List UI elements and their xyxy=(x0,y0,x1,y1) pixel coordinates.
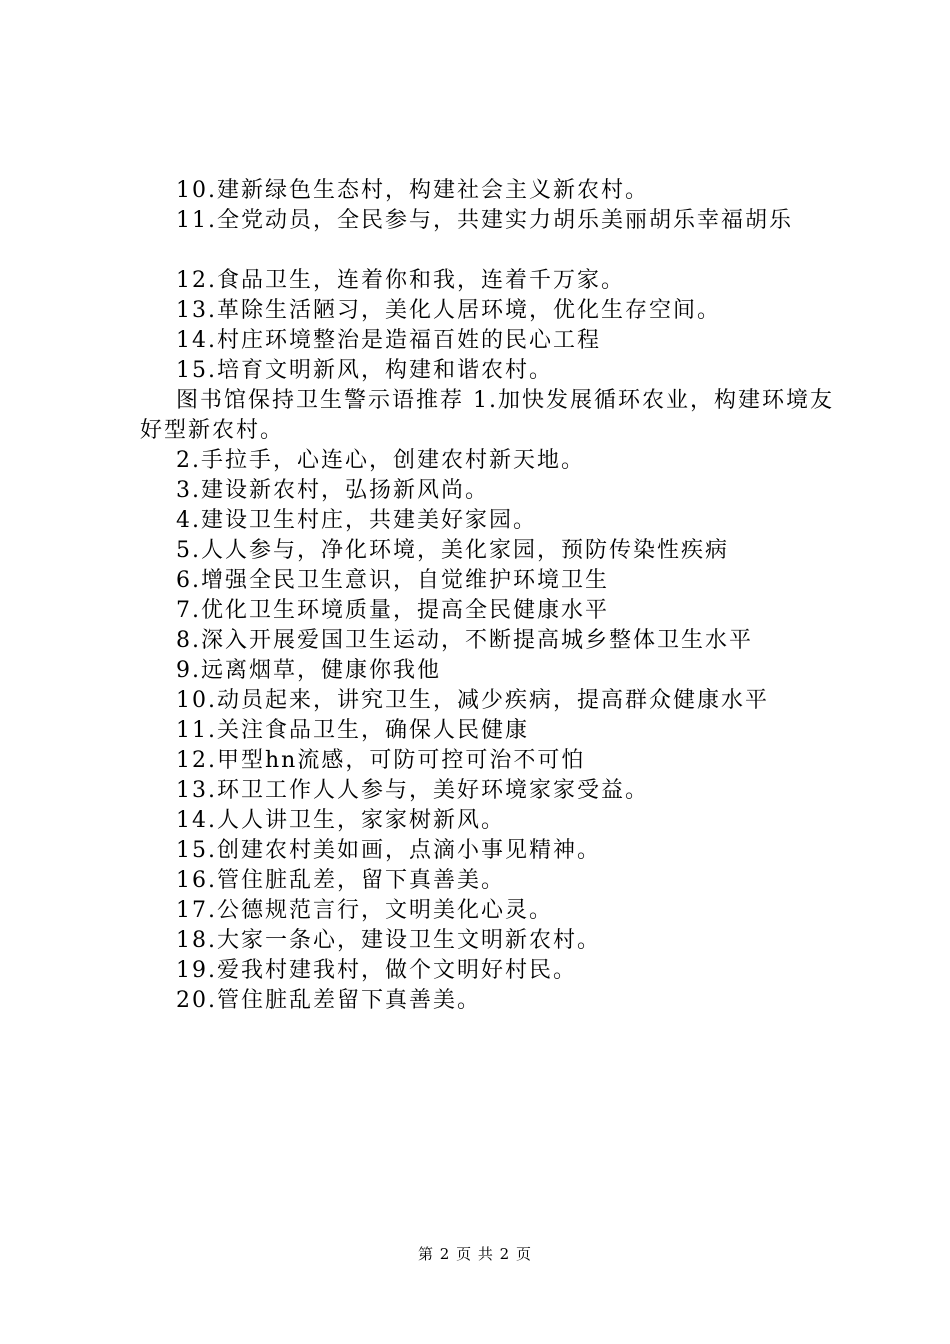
slogan-line: 20.管住脏乱差留下真善美。 xyxy=(176,988,481,1013)
slogan-line: 12.食品卫生，连着你和我，连着千万家。 xyxy=(176,268,625,293)
page-number-footer: 第 2 页 共 2 页 xyxy=(418,1245,532,1263)
slogan-line: 11.全党动员，全民参与，共建实力胡乐美丽胡乐幸福胡乐 xyxy=(176,208,793,233)
slogan-line: 15.培育文明新风，构建和谐农村。 xyxy=(176,358,553,383)
slogan-line: 2.手拉手，心连心，创建农村新天地。 xyxy=(176,448,585,473)
slogan-line: 19.爱我村建我村，做个文明好村民。 xyxy=(176,958,577,983)
section-paragraph: 图书馆保持卫生警示语推荐 1.加快发展循环农业，构建环境友好型新农村。 xyxy=(140,388,834,443)
slogan-line: 17.公德规范言行，文明美化心灵。 xyxy=(176,898,553,923)
slogan-line: 14.村庄环境整治是造福百姓的民心工程 xyxy=(176,328,601,353)
slogan-line: 10.建新绿色生态村，构建社会主义新农村。 xyxy=(176,178,649,203)
slogan-line: 7.优化卫生环境质量，提高全民健康水平 xyxy=(176,598,609,623)
slogan-line: 8.深入开展爱国卫生运动，不断提高城乡整体卫生水平 xyxy=(176,628,753,653)
slogan-line: 6.增强全民卫生意识，自觉维护环境卫生 xyxy=(176,568,609,593)
slogan-line: 3.建设新农村，弘扬新风尚。 xyxy=(176,478,489,503)
slogan-line: 13.环卫工作人人参与，美好环境家家受益。 xyxy=(176,778,649,803)
slogan-line: 18.大家一条心，建设卫生文明新农村。 xyxy=(176,928,601,953)
slogan-line: 13.革除生活陋习，美化人居环境，优化生存空间。 xyxy=(176,298,721,323)
slogan-line: 16.管住脏乱差，留下真善美。 xyxy=(176,868,505,893)
slogan-line: 9.远离烟草，健康你我他 xyxy=(176,658,441,683)
slogan-line: 10.动员起来，讲究卫生，减少疾病，提高群众健康水平 xyxy=(176,688,769,713)
document-body xyxy=(140,176,840,1016)
slogan-line: 4.建设卫生村庄，共建美好家园。 xyxy=(176,508,537,533)
slogan-line: 11.关注食品卫生，确保人民健康 xyxy=(176,718,529,743)
slogan-line: 14.人人讲卫生，家家树新风。 xyxy=(176,808,505,833)
slogan-line: 12.甲型hn流感，可防可控可治不可怕 xyxy=(176,748,586,773)
slogan-line: 15.创建农村美如画，点滴小事见精神。 xyxy=(176,838,601,863)
slogan-line: 5.人人参与，净化环境，美化家园，预防传染性疾病 xyxy=(176,538,729,563)
